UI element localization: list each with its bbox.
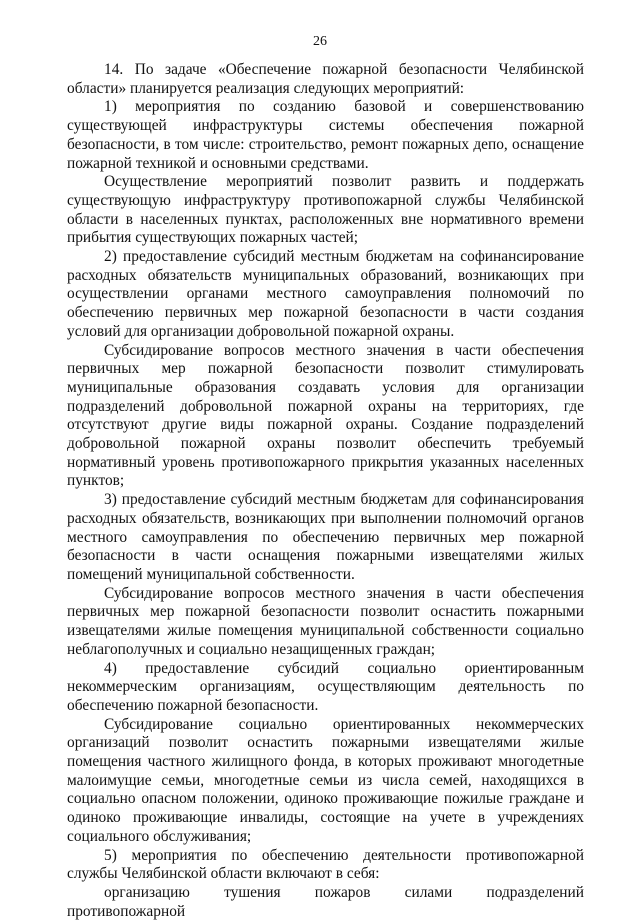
paragraph-item-3: 3) предоставление субсидий местным бюджетам для софинансирования расходных обязательств, возникающих при выполнении полномочий органов местного самоуправления по обеспечению первичных мер пожарной безопасности в части оснащения пожарными извещателями жилых помещений муниципальной собственности. — [67, 491, 584, 583]
paragraph-item-2-effect: Субсидирование вопросов местного значения в части обеспечения первичных мер пожарной безопасности позволит стимулировать муниципальные образования создавать условия для организации подразделений добровольной пожарной охраны на территориях, где отсутствуют другие виды пожарной охраны. Создание подразделений добровольной пожарной охраны позволит обеспечить требуемый нормативный уровень противопожарного прикрытия указанных населенных пунктов; — [67, 341, 584, 490]
paragraph-item-4: 4) предоставление субсидий социально ориентированным некоммерческим организациям, осуществляющим деятельность по обеспечению пожарной безопасности. — [67, 659, 584, 714]
paragraph-task-14-intro: 14. По задаче «Обеспечение пожарной безопасности Челябинской области» планируется реализация следующих мероприятий: — [67, 61, 584, 97]
paragraph-item-1-effect: Осуществление мероприятий позволит развить и поддержать существующую инфраструктуру противопожарной службы Челябинской области в населенных пунктах, расположенных вне нормативного времени прибытия существующих пожарных частей; — [67, 173, 584, 247]
paragraph-item-3-effect: Субсидирование вопросов местного значения в части обеспечения первичных мер пожарной безопасности позволит оснастить пожарными извещателями жилые помещения муниципальной собственности социально неблагополучных и социально незащищенных граждан; — [67, 584, 584, 658]
page-number: 26 — [313, 34, 327, 49]
paragraph-item-2: 2) предоставление субсидий местным бюджетам на софинансирование расходных обязательств муниципальных образований, возникающих при осуществлении органами местного самоуправления полномочий по обеспечению первичных мер пожарной безопасности в части создания условий для организации добровольной пожарной охраны. — [67, 248, 584, 340]
document-body — [67, 61, 584, 921]
paragraph-item-5: 5) мероприятия по обеспечению деятельности противопожарной службы Челябинской области включают в себя: — [67, 846, 584, 883]
paragraph-item-5-continuation: организацию тушения пожаров силами подразделений противопожарной — [67, 883, 584, 920]
paragraph-item-1: 1) мероприятия по созданию базовой и совершенствованию существующей инфраструктуры системы обеспечения пожарной безопасности, в том числе: строительство, ремонт пожарных депо, оснащение пожарной техникой и основными средствами. — [67, 98, 584, 172]
paragraph-item-4-effect: Субсидирование социально ориентированных некоммерческих организаций позволит оснастить пожарными извещателями жилые помещения частного жилищного фонда, в которых проживают многодетные малоимущие семьи, многодетные семьи из числа семей, находящихся в социально опасном положении, одиноко проживающие пожилые граждане и одиноко проживающие инвалиды, состоящие на учете в учреждениях социального обслуживания; — [67, 715, 584, 845]
